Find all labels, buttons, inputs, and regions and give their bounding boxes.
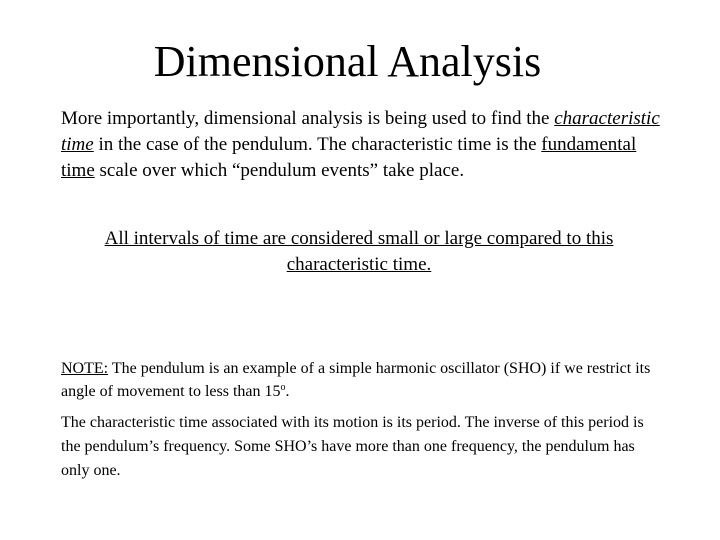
intro-text-start: More importantly, dimensional analysis is being used to find the [61, 108, 555, 129]
note-label: NOTE: [61, 360, 109, 377]
note-text: The pendulum is an example of a simple harmonic oscillator (SHO) if we restrict its angle of movement to less than 15 [61, 360, 651, 400]
term-characteristic-time: characteristic time [61, 108, 660, 155]
intro-paragraph [61, 106, 661, 184]
note-end: . [285, 383, 290, 400]
term-fundamental-time: fundamental time [61, 134, 637, 181]
intervals-statement: All intervals of time are considered small or large compared to this characteristic time. [104, 228, 614, 275]
degree-superscript: o [280, 382, 286, 393]
intro-text-end: scale over which “pendulum events” take place. [94, 160, 465, 181]
slide-title: Dimensional Analysis [153, 37, 542, 86]
note-paragraph [61, 357, 661, 403]
intro-text-middle: in the case of the pendulum. The characteristic time is the [93, 134, 542, 155]
period-paragraph: The characteristic time associated with its motion is its period. The inverse of this period is the pendulum’s frequency. Some SHO’s have more than one frequency, the pendulum has only one. [61, 414, 644, 479]
